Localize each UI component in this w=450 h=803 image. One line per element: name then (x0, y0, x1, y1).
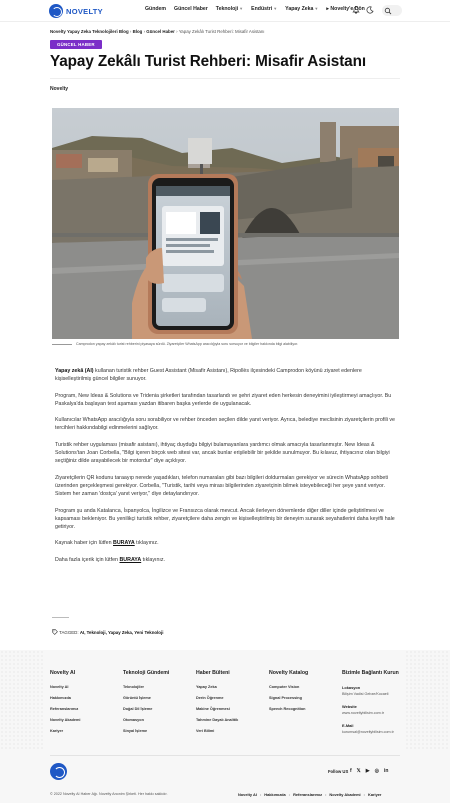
copyright: © 2022 Novelty AI Haber Ağı. Novelty Anonim Şirketi. Her hakkı saklıdır. (50, 792, 168, 796)
nav-item-endustri[interactable]: Endüstri▼ (251, 6, 278, 12)
article-tags (52, 629, 163, 635)
footer-link[interactable]: Novelty Akademi (50, 718, 81, 722)
nav-item-guncel-haber[interactable]: Güncel Haber (174, 6, 208, 12)
youtube-icon[interactable]: ▶ (365, 768, 370, 774)
footer-link[interactable]: Doğal Dil İşleme (123, 707, 153, 711)
footer-link[interactable]: Hakkımızda (50, 696, 71, 700)
footer-heading: Novelty AI (50, 670, 76, 676)
footer-link[interactable]: Görüntü İşleme (123, 696, 151, 700)
breadcrumb-separator: › (176, 29, 178, 34)
chevron-down-icon: ▼ (314, 6, 319, 11)
link-separator: • (288, 792, 291, 797)
footer-heading: Haber Bülteni (196, 670, 230, 676)
footer-bottom-link[interactable]: Novelty AI (238, 792, 257, 797)
breadcrumb-separator: › (143, 29, 146, 34)
email-label: E-Mail (342, 723, 354, 728)
footer-column-haber-bulteni (196, 670, 238, 740)
chevron-down-icon: ▼ (239, 6, 244, 11)
logo-text: NOVELTY (66, 6, 103, 16)
image-caption (52, 342, 399, 346)
more-paragraph: Daha fazla içerik için lütfen BURAYA tıklayınız. (55, 556, 166, 563)
bell-icon[interactable] (352, 6, 360, 14)
footer-link[interactable]: Derin Öğrenme (196, 696, 224, 700)
divider (52, 617, 69, 618)
paragraph: Kullanıcılar WhatsApp aracılığıyla soru sorabiliyor ve rehber önceden seçilen dilde yanıt veriyor. Ayrıca, belediye meclisinin ziyaretçilerin profili ve tercihleri hakkındabilgi edinmelerini sağlıyor. (55, 417, 395, 432)
moon-icon[interactable] (366, 6, 374, 14)
website-link[interactable]: www.noveltybilisim.com.tr (342, 711, 385, 715)
breadcrumb-home[interactable]: Novelty Yapay Zeka Teknolojileri Blog (50, 29, 129, 34)
footer-heading: Teknoloji Gündemi (123, 670, 170, 676)
article-title: Yapay Zekâlı Turist Rehberi: Misafir Asistanı (50, 53, 366, 70)
footer-link[interactable]: Signal Processing (269, 696, 302, 700)
chevron-down-icon: ▼ (273, 6, 278, 11)
social-links (350, 768, 388, 774)
paragraph: Turistik rehber uygulaması (misafir asistanı), ihtiyaç duyduğu bilgiyi bulamayanlara yardımcı olmak amacıyla tasarlanmıştır. New Ideas & Solutions'tan Joan Corbella, "Bilgi içeren birçok web sitesi var, ancak bunlar erişilebilir bir şekilde sunulmuyor. Bu kılavuz, ihtiyacınız olan bilgiyi seçtiğiniz dilde arayabilecek bir motordur" diye açıklıyor. (55, 441, 390, 465)
novelty-logo-icon (49, 4, 63, 18)
dot-pattern (0, 650, 45, 750)
footer-column-contact (342, 670, 399, 742)
footer-bottom-link[interactable]: Kariyer (368, 792, 382, 797)
bold-lead: Yapay zekâ (AI) (55, 368, 94, 374)
caption-line (52, 344, 72, 345)
email-link[interactable]: kurumsal@noveltybilisim.com.tr (342, 730, 394, 734)
follow-label: Follow US (328, 769, 349, 774)
footer-link[interactable]: Makine Öğrenmesi (196, 707, 230, 711)
linkedin-icon[interactable]: in (383, 768, 389, 774)
main-nav (145, 6, 365, 12)
nav-item-novelty-home[interactable]: ▸ Novelty'e Dön (326, 6, 365, 12)
tag-icon (52, 629, 58, 635)
breadcrumb-separator: › (129, 29, 132, 34)
footer-column-novelty-ai (50, 670, 80, 740)
source-paragraph: Kaynak haber için lütfen BURAYA tıklayınız. (55, 540, 159, 547)
dot-pattern (405, 650, 450, 750)
site-logo[interactable] (49, 4, 103, 18)
footer-link[interactable]: Kariyer (50, 729, 64, 733)
paragraph: Program şu anda Katalanca, İspanyolca, İngilizce ve Fransızca olarak mevcut. Ancak ilerleyen dönemlerde diğer diller içinde geliştirilmesi ve kapsaması bekleniyor. Bu yenilikçi turistik rehber, ziyaretçilere daha zengin ve kişiselleştirilmiş bir deneyim sunarak seyahatlerini daha keyifli hale getiriyor. (55, 507, 395, 531)
hero-image (52, 108, 399, 339)
more-content-link[interactable]: BURAYA (119, 556, 142, 563)
footer-link[interactable]: Sinyal İşleme (123, 729, 148, 733)
hero-photo-illustration (52, 108, 399, 339)
footer-link[interactable]: Referanslarımız (50, 707, 79, 711)
source-link[interactable]: BURAYA (113, 540, 135, 547)
instagram-icon[interactable]: ◎ (374, 768, 379, 774)
category-badge[interactable]: GÜNCEL HABER (50, 40, 102, 49)
footer-link[interactable]: Computer Vision (269, 685, 300, 689)
header-icons (352, 6, 374, 14)
top-header (0, 0, 450, 22)
nav-item-yapay-zeka[interactable]: Yapay Zeka▼ (285, 6, 319, 12)
footer-logo-icon[interactable] (50, 763, 67, 780)
breadcrumb-blog[interactable]: Blog (132, 29, 143, 34)
caption-text: Camprodon yapay zekâlı turist rehberini piyasaya sürdü. Ziyaretçiler WhatsApp aracılığıyla soru sorsuyor ve bilgiler hakkında bilgi alabiliyor. (76, 342, 299, 346)
divider (50, 755, 400, 756)
footer-link[interactable]: Teknolojiler (123, 685, 145, 689)
footer-link[interactable]: Tahmine Dayalı Analitik (196, 718, 239, 722)
footer-link[interactable]: Yapay Zeka (196, 685, 217, 689)
footer-column-katalog (269, 670, 308, 718)
nav-item-teknoloji[interactable]: Teknoloji▼ (215, 6, 244, 12)
link-separator: • (259, 792, 262, 797)
footer-link[interactable]: Veri Bilimi (196, 729, 215, 733)
footer-link[interactable]: Otomasyon (123, 718, 144, 722)
footer-bottom-link[interactable]: Novelty Akademi (329, 792, 361, 797)
footer-bottom-links (238, 792, 381, 797)
footer-column-teknoloji (123, 670, 169, 740)
footer-bottom-link[interactable]: Hakkımızda (264, 792, 286, 797)
breadcrumb-guncel-haber[interactable]: Güncel Haber (146, 29, 175, 34)
paragraph: Ziyaretçilerin QR kodunu taraayıp nerede yaşadıkları, telefon numaraları gibi bazı bilgileri doldurmaları gerekiyor ve sürecin WhatsApp sohbeti üzerinden gerçekleşmesi gerekiyor. Corbella, "Turistik, tarihi veya mirası bilgilerinden ziyaretçinin bilmek isteyebileceği her şeye yanıt veriyor. Sistem her zaman 'dostça' yanıt veriyor," diye detaylandırıyor. (55, 474, 388, 498)
tag-list[interactable]: AI, Teknoloji, Yapay Zeka, Yeni Teknoloji (79, 630, 164, 635)
divider (50, 78, 400, 79)
paragraph: Program, New Ideas & Solutions ve Tridenia şirketleri tarafından tasarlandı ve şehri ziyaret eden herkesin deneyimini iyileştirmeyi amaçlıyor. Bu Paskalya'da başlayan test aşaması yazdan itibaren başka yerlerde de uygulanacak. (55, 392, 392, 407)
breadcrumb-current: Yapay Zekâlı Turist Rehberi: Misafir Asistanı (178, 29, 265, 34)
website-label: Website (342, 704, 357, 709)
author-name[interactable]: Novelty (50, 86, 69, 92)
footer-link[interactable]: Speech Recognition (269, 707, 306, 711)
footer-bottom-link[interactable]: Referanslarımız (293, 792, 323, 797)
facebook-icon[interactable]: f (350, 768, 352, 774)
article-body (55, 367, 397, 572)
search-icon (384, 7, 392, 15)
paragraph: Yapay zekâ (AI) kullanan turistik rehber Guest Assistant (Misafir Asistanı), Ripollès ilçesindeki Camprodon köyünü ziyaret edenlere kişiselleştirilmiş güncel bilgiler sunuyor. (55, 368, 362, 383)
x-icon[interactable]: 𝕏 (356, 768, 361, 774)
nav-item-gundem[interactable]: Gündem (145, 6, 167, 12)
link-separator: • (325, 792, 327, 797)
breadcrumb (50, 29, 265, 34)
footer-link[interactable]: Novelty AI (50, 685, 69, 689)
location-label: Lokasyon (342, 685, 361, 690)
location-value: Bilişim Vadisi Gebze/Kocaeli (342, 692, 389, 696)
footer-heading: Novelty Katalog (269, 670, 309, 676)
link-separator: • (363, 792, 366, 797)
footer-heading: Bizimle Bağlantı Kurun (342, 670, 399, 676)
tags-label: TAGGED: (59, 630, 79, 635)
